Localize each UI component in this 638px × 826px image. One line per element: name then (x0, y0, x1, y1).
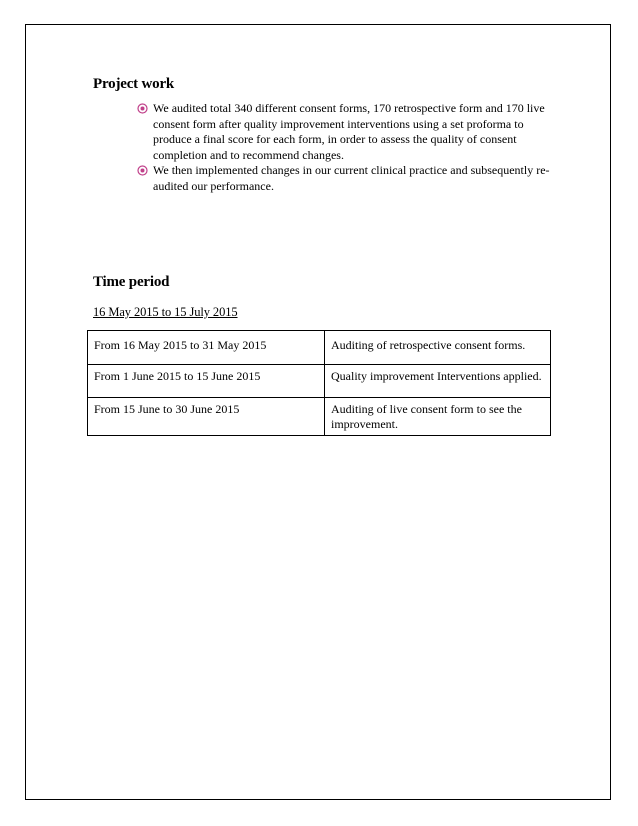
list-item (137, 101, 557, 163)
timeline-table (87, 330, 551, 436)
table-row (88, 398, 551, 436)
table-cell-activity: Auditing of retrospective consent forms. (325, 331, 551, 365)
list-item (137, 163, 557, 194)
table-cell-dates: From 15 June to 30 June 2015 (88, 398, 325, 436)
project-work-heading: Project work (93, 76, 175, 92)
bullet-text: We then implemented changes in our current clinical practice and subsequently re-audited our performance. (153, 163, 550, 193)
table-cell-activity: Quality improvement Interventions applied. (325, 365, 551, 398)
circled-dot-icon (137, 165, 148, 176)
circled-dot-icon (137, 103, 148, 114)
table-row (88, 331, 551, 365)
table-cell-activity: Auditing of live consent form to see the improvement. (325, 398, 551, 436)
table-cell-dates: From 16 May 2015 to 31 May 2015 (88, 331, 325, 365)
bullet-text: We audited total 340 different consent forms, 170 retrospective form and 170 live consent form after quality improvement interventions using a set proforma to produce a final score for each form, in order to assess the quality of consent completion and to recommend changes. (153, 101, 545, 162)
time-period-heading: Time period (93, 274, 170, 290)
period-range: 16 May 2015 to 15 July 2015 (93, 305, 238, 319)
table-row (88, 365, 551, 398)
table-cell-dates: From 1 June 2015 to 15 June 2015 (88, 365, 325, 398)
project-work-list (137, 101, 557, 194)
